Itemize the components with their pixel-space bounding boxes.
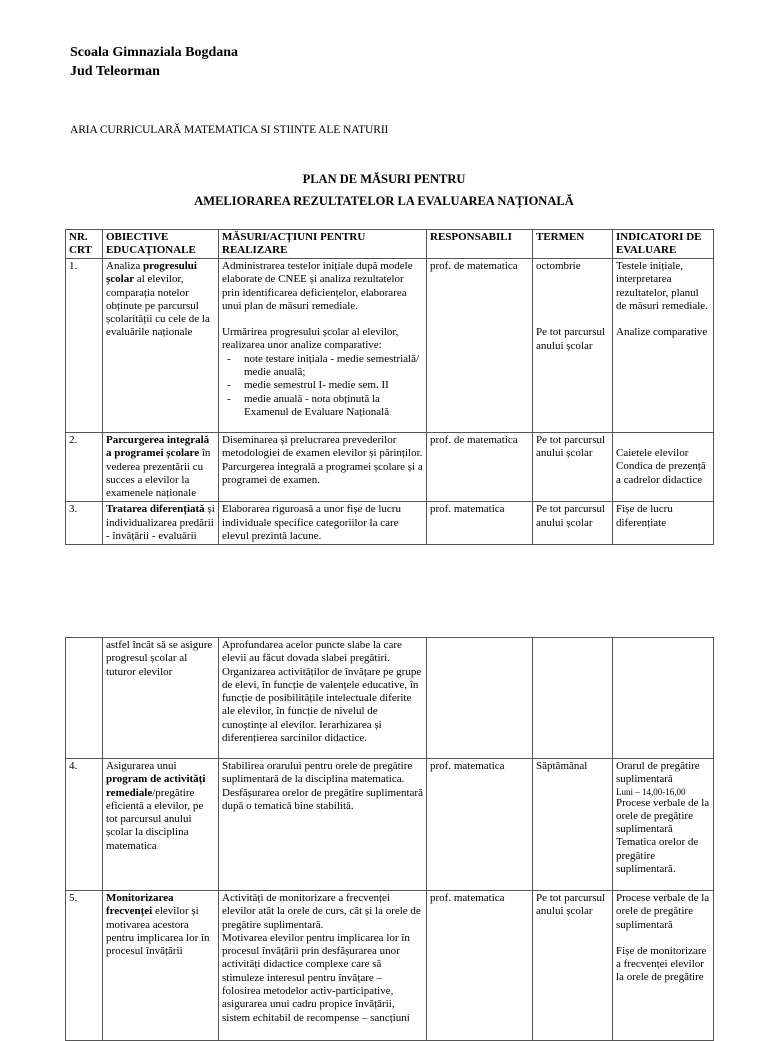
col-header-term: TERMEN — [533, 230, 613, 259]
indicator-text: Analize comparative — [616, 326, 708, 339]
responsible-cell: prof. matematica — [427, 502, 533, 545]
row-number: 2. — [66, 433, 103, 502]
term-cell: Pe tot parcursul anului școlar — [533, 502, 613, 545]
responsible-cell: prof. de matematica — [427, 259, 533, 433]
indicators-cell — [613, 259, 714, 433]
term-cell: Pe tot parcursul anului școlar — [533, 891, 613, 1041]
list-item: - note testare inițiala - medie semestrială/ medie anuală; — [244, 353, 423, 380]
indicator-text: Condica de prezență a cadrelor didactice — [616, 460, 706, 486]
col-header-nr: NR. CRT — [66, 230, 103, 259]
measure-paragraph: Stabilirea orarului pentru orele de pregătire suplimentară de la disciplina matematica. — [222, 760, 413, 786]
term-cell — [533, 259, 613, 433]
indicator-text: Testele inițiale, interpretarea rezultatelor, planul de măsuri remediale. — [616, 260, 708, 312]
row-number: 1. — [66, 259, 103, 433]
measure-paragraph: Activități de monitorizare a frecvenței elevilor atât la orele de curs, cât și la orele de pregătire suplimentară. — [222, 892, 421, 931]
indicator-text: Orarul de pregătire suplimentară — [616, 760, 700, 786]
term-cell: Săptămânal — [533, 759, 613, 891]
objective-text: elevilor și motivarea acestora pentru implicarea lor în procesul învățării — [106, 905, 210, 958]
measures-cell — [219, 433, 427, 502]
table-row — [66, 502, 714, 545]
responsible-cell: prof. matematica — [427, 891, 533, 1041]
table-row — [66, 638, 714, 759]
objective-emphasis: Tratarea diferențiată — [106, 503, 205, 516]
row-number: 4. — [66, 759, 103, 891]
term-text: octombrie — [536, 260, 581, 272]
schedule-text: Luni – 14,00-16,00 — [616, 786, 686, 797]
objective-cell — [103, 759, 219, 891]
measures-table — [65, 229, 714, 545]
objective-text: /pregătire eficientă a elevilor, pe tot parcursul anului școlar la disciplina matematica — [106, 786, 204, 852]
school-name: Scoala Gimnaziala Bogdana — [70, 45, 239, 60]
indicators-cell: Fișe de lucru diferențiate — [613, 502, 714, 545]
objective-text: în vederea prezentării cu succes a elevilor la examenele naționale — [106, 447, 211, 500]
col-header-objectives: OBIECTIVE EDUCAȚIONALE — [103, 230, 219, 259]
list-item: - medie semestrul I- medie sem. II — [244, 379, 423, 392]
objective-emphasis: Monitorizarea frecvenței — [106, 892, 174, 918]
indicators-cell — [613, 638, 714, 759]
objective-cell — [103, 891, 219, 1041]
indicator-text: Tematica orelor de pregătire suplimentară. — [616, 836, 699, 876]
objective-text: al elevilor, comparația notelor obținute pe parcursul școlarității cu cele de la evaluările naționale — [106, 273, 210, 339]
responsible-cell — [427, 638, 533, 759]
objective-cell — [103, 259, 219, 433]
row-number — [66, 638, 103, 759]
indicators-cell — [613, 891, 714, 1041]
measure-paragraph: Administrarea testelor inițiale după modele elaborate de CNEE și analiza rezultatelor prin identificarea deficiențelor, elaborarea unui plan de măsuri remediale. — [222, 260, 413, 312]
indicator-text: Procese verbale de la orele de pregătire suplimentară — [616, 892, 710, 931]
indicator-text: Procese verbale de la orele de pregătire suplimentară — [616, 796, 710, 836]
objective-cell: astfel încât să se asigure progresul școlar al tuturor elevilor — [103, 638, 219, 759]
objective-emphasis: program de activități remediale — [106, 773, 206, 799]
measure-paragraph: Parcurgerea integrală a programei școlare și a programei de examen. — [222, 460, 423, 486]
indicator-text: Fișe de monitorizare a frecvenței elevilor la orele de pregătire — [616, 944, 707, 984]
term-text: Pe tot parcursul anului școlar — [536, 326, 606, 352]
objective-emphasis: Parcurgerea integrală a programei școlare — [106, 434, 210, 460]
measure-paragraph: Desfășurarea orelor de pregătire suplimentară după o tematică bine stabilită. — [222, 786, 423, 812]
row-number: 5. — [66, 891, 103, 1041]
indicator-text: Caietele elevilor — [616, 447, 689, 459]
table-row — [66, 433, 714, 502]
term-cell: Pe tot parcursul anului școlar — [533, 433, 613, 502]
measures-table-continued — [65, 637, 714, 1041]
objective-cell — [103, 433, 219, 502]
objective-text: și individualizarea predării - învățării - evaluării — [106, 503, 215, 543]
measures-cell: Elaborarea riguroasă a unor fișe de lucru individuale specifice categoriilor la care elevul prezintă lacune. — [219, 502, 427, 545]
measure-paragraph: Urmărirea progresului școlar al elevilor, realizarea unor analize comparative: — [222, 326, 399, 352]
indicators-cell — [613, 759, 714, 891]
plan-title-line1: PLAN DE MĂSURI PENTRU — [302, 172, 466, 186]
responsible-cell: prof. matematica — [427, 759, 533, 891]
objective-text: Asigurarea unui — [106, 760, 177, 772]
term-cell — [533, 638, 613, 759]
objective-emphasis: progresului școlar — [106, 260, 197, 286]
plan-title-line2: AMELIORAREA REZULTATELOR LA EVALUAREA NAȚIONALĂ — [194, 194, 574, 208]
responsible-cell: prof. de matematica — [427, 433, 533, 502]
measures-cell — [219, 259, 427, 433]
objective-text: Analiza — [106, 260, 143, 272]
table-row — [66, 759, 714, 891]
measures-cell — [219, 891, 427, 1041]
table-row — [66, 891, 714, 1041]
comparison-list — [222, 353, 423, 419]
objective-cell — [103, 502, 219, 545]
table-header-row — [66, 230, 714, 259]
row-number: 3. — [66, 502, 103, 545]
curricular-area: ARIA CURRICULARĂ MATEMATICA SI STIINTE ALE NATURII — [70, 124, 389, 136]
county-name: Jud Teleorman — [70, 64, 160, 79]
col-header-indicators: INDICATORI DE EVALUARE — [613, 230, 714, 259]
measure-paragraph: Diseminarea și prelucrarea prevederilor metodologiei de examen elevilor și părinților. — [222, 434, 423, 460]
measures-cell: Aprofundarea acelor puncte slabe la care elevii au făcut dovada slabei pregătiri. Organizarea activităților de învățare pe grupe de elevi, în funcție de valențele educative, în funcție de posibilitățile intelectuale diferite ale elevilor, în funcție de nivelul de cunoștințe al elevilor. Ierarhizarea și diferențierea sarcinilor didactice. — [219, 638, 427, 759]
list-item: - medie anuală - nota obținută la Examenul de Evaluare Națională — [244, 393, 423, 420]
col-header-responsible: RESPONSABILI — [427, 230, 533, 259]
col-header-measures: MĂSURI/ACȚIUNI PENTRU REALIZARE — [219, 230, 427, 259]
indicators-cell — [613, 433, 714, 502]
table-row — [66, 259, 714, 433]
measure-paragraph: Motivarea elevilor pentru implicarea lor în procesul învățării prin desfășurarea unor activități didactice complexe care să stimuleze interesul pentru învățare – folosirea metodelor activ-participative, asigurarea unui cadru propice învățării, sistem echitabil de recompense – sancțiuni — [222, 931, 410, 1024]
measures-cell — [219, 759, 427, 891]
